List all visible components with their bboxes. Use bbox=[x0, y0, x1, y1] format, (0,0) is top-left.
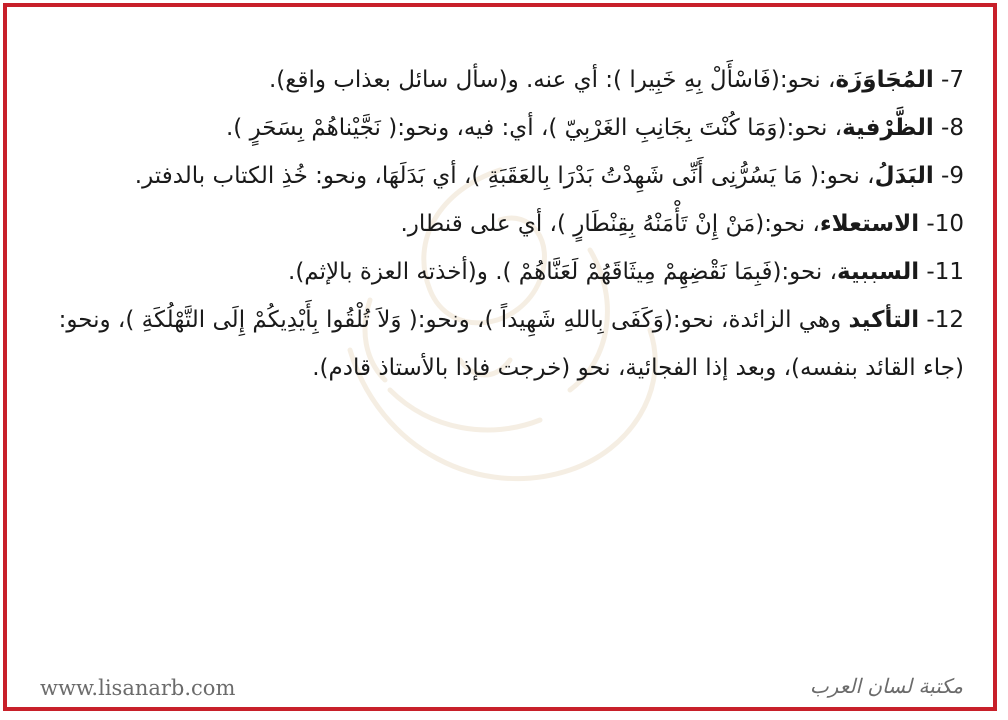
list-item bbox=[40, 296, 964, 392]
list-item bbox=[40, 200, 964, 248]
document-body bbox=[40, 56, 964, 392]
library-name: مكتبة لسان العرب bbox=[809, 674, 963, 698]
website-url[interactable]: www.lisanarb.com bbox=[40, 676, 236, 700]
item-text: ، نحو:(وَمَا كُنْتَ بِجَانِبِ الغَرْبِيّ )، أي: فيه، ونحو:( نَجَّيْناهُمْ بِسَحَرٍ ). bbox=[225, 115, 843, 141]
item-number: 11- bbox=[919, 259, 964, 285]
item-number: 10- bbox=[919, 211, 964, 237]
item-term: الظَّرْفية bbox=[842, 115, 934, 141]
item-term: الاستعلاء bbox=[819, 211, 920, 237]
list-item bbox=[40, 248, 964, 296]
item-term: البَدَلُ bbox=[874, 163, 934, 189]
item-number: 7- bbox=[933, 67, 964, 93]
item-number: 8- bbox=[933, 115, 964, 141]
item-term: المُجَاوَزَة bbox=[835, 67, 934, 93]
list-item bbox=[40, 104, 964, 152]
item-term: التأكيد bbox=[848, 307, 920, 333]
list-item bbox=[40, 152, 964, 200]
item-text: ، نحو:(مَنْ إِنْ تَأْمَنْهُ بِقِنْطَارٍ )، أي على قنطار. bbox=[400, 211, 820, 237]
item-number: 12- bbox=[919, 307, 964, 333]
list-item bbox=[40, 56, 964, 104]
item-text: ، نحو:(فَبِمَا نَقْضِهِمْ مِيثَاقَهُمْ لَعَنَّاهُمْ ). و(أخذته العزة بالإثم). bbox=[288, 259, 838, 285]
item-number: 9- bbox=[933, 163, 964, 189]
item-text: ، نحو:(فَاسْأَلْ بِهِ خَبِيرا ): أي عنه. و(سأل سائل بعذاب واقع). bbox=[268, 67, 836, 93]
item-term: السببية bbox=[837, 259, 920, 285]
item-text: وهي الزائدة، نحو:(وَكَفَى بِاللهِ شَهِيداً )، ونحو:( وَلاَ تُلْقُوا بِأَيْدِيكُمْ إِلَى التَّهْلُكَةِ )، ونحو:(جاء القائد بنفسه)، وبعد إذا الفجائية، نحو (خرجت فإذا بالأستاذ قادم). bbox=[58, 307, 964, 381]
item-text: ، نحو:( مَا يَسُرُّنِى أَنِّى شَهِدْتُ بَدْرَا بِالعَقَبَةِ )، أي بَدَلَهَا، ونحو: خُذِ الكتاب بالدفتر. bbox=[134, 163, 875, 189]
